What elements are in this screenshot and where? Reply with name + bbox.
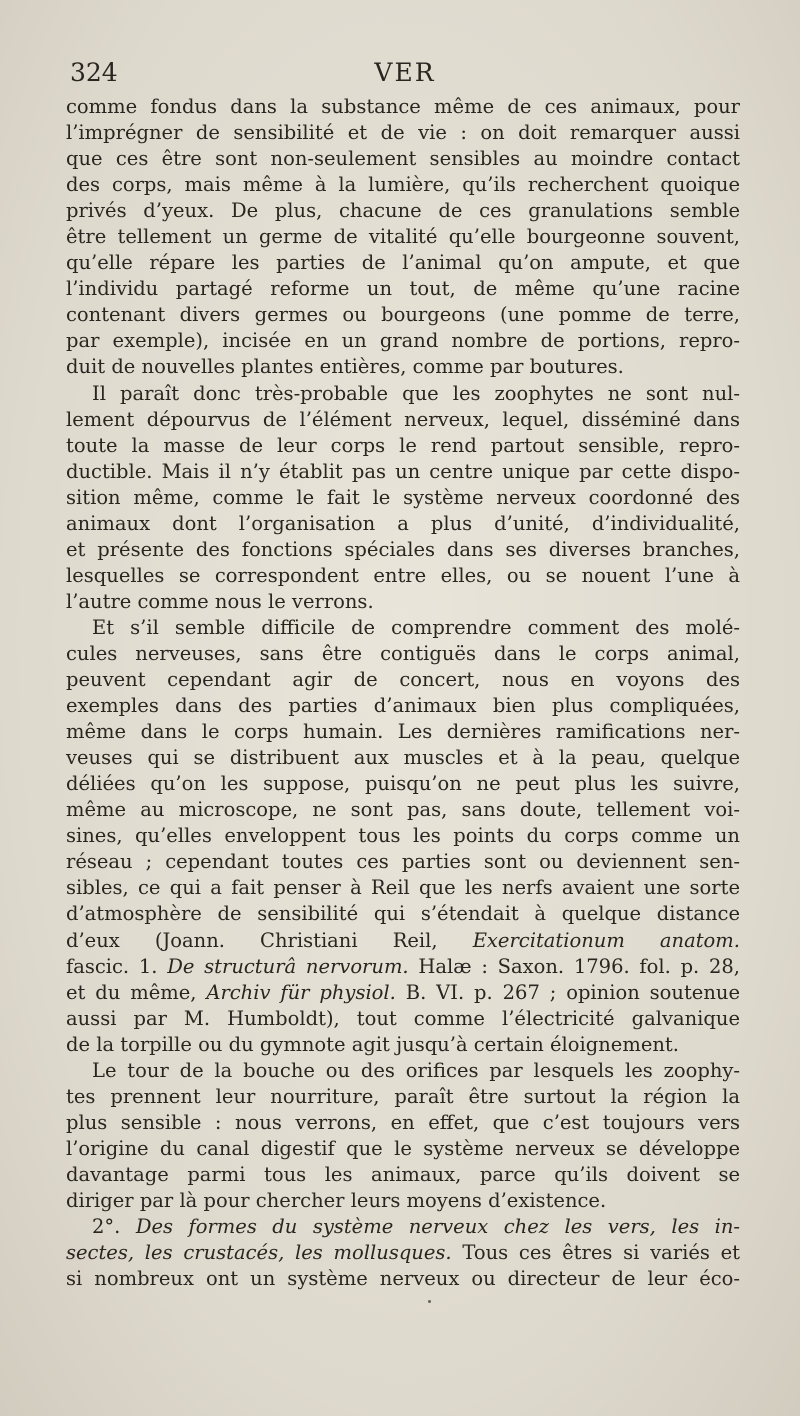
text-line: déliées qu’on les suppose, puisqu’on ne peut plus les suivre,: [66, 772, 740, 796]
text-line: même au microscope, ne sont pas, sans doute, tellement voi-: [66, 798, 740, 822]
text-line: sibles, ce qui a fait penser à Reil que les nerfs avaient une sorte: [66, 876, 740, 900]
text-run: 2°.: [92, 1215, 136, 1239]
text-line: [66, 1240, 740, 1266]
text-run: fascic. 1.: [66, 954, 168, 978]
ink-speck: [428, 1300, 431, 1303]
text-line: par exemple), incisée en un grand nombre de portions, repro-: [66, 329, 740, 353]
page-number: 324: [70, 58, 118, 87]
text-line: [66, 954, 740, 980]
italic-title: sectes, les crustacés, les mollusques.: [66, 1241, 452, 1265]
italic-title: Exercitationum anatom.: [472, 928, 740, 952]
text-line: [66, 928, 740, 954]
text-run: d’eux (Joann. Christiani Reil,: [66, 928, 473, 952]
text-line: lement dépourvus de l’élément nerveux, lequel, disséminé dans: [66, 407, 740, 431]
text-line: aussi par M. Humboldt), tout comme l’électricité galvanique: [66, 1006, 740, 1030]
text-line: privés d’yeux. De plus, chacune de ces granulations semble: [66, 199, 740, 223]
text-line: Le tour de la bouche ou des orifices par lesquels les zoophy-: [92, 1058, 740, 1082]
text-run: Halæ : Saxon. 1796. fol. p. 28,: [408, 954, 741, 978]
text-line: ductible. Mais il n’y établit pas un centre unique par cette dispo-: [66, 459, 740, 483]
running-head: VER: [374, 58, 436, 87]
text-line: Et s’il semble difficile de comprendre comment des molé-: [92, 615, 740, 639]
text-line: comme fondus dans la substance même de ces animaux, pour: [66, 95, 740, 118]
text-line: diriger par là pour chercher leurs moyens d’existence.: [66, 1188, 607, 1212]
text-line: duit de nouvelles plantes entières, comme par boutures.: [66, 355, 624, 379]
text-line: même dans le corps humain. Les dernières ramifications ner-: [66, 720, 740, 744]
text-line: des corps, mais même à la lumière, qu’ils recherchent quoique: [66, 173, 740, 197]
text-line: exemples dans des parties d’animaux bien plus compliquées,: [66, 694, 740, 718]
text-line: plus sensible : nous verrons, en effet, que c’est toujours vers: [66, 1110, 740, 1134]
italic-title: Des formes du système nerveux chez les vers, les in-: [135, 1215, 740, 1239]
text-line: l’autre comme nous le verrons.: [66, 589, 374, 613]
page-header: [70, 58, 740, 92]
text-line: animaux dont l’organisation a plus d’unité, d’individualité,: [66, 511, 740, 535]
text-line: [66, 980, 740, 1006]
text-line: réseau ; cependant toutes ces parties sont ou deviennent sen-: [66, 850, 740, 874]
text-line: que ces être sont non-seulement sensibles au moindre contact: [66, 147, 740, 171]
text-line: [66, 1214, 740, 1240]
text-line: davantage parmi tous les animaux, parce qu’ils doivent se: [66, 1162, 740, 1186]
text-run: Tous ces êtres si variés et: [451, 1241, 741, 1265]
text-line: l’origine du canal digestif que le système nerveux se développe: [66, 1136, 740, 1160]
text-line: et présente des fonctions spéciales dans ses diverses branches,: [66, 537, 740, 561]
text-line: toute la masse de leur corps le rend partout sensible, repro-: [66, 433, 740, 457]
text-line: Il paraît donc très-probable que les zoophytes ne sont nul-: [92, 381, 740, 405]
text-run: B. VI. p. 267 ; opinion soutenue: [395, 980, 740, 1004]
text-line: tes prennent leur nourriture, paraît être surtout la région la: [66, 1084, 740, 1108]
italic-title: Archiv für physiol.: [206, 980, 396, 1004]
text-line: lesquelles se correspondent entre elles, ou se nouent l’une à: [66, 563, 740, 587]
text-line: cules nerveuses, sans être contiguës dans le corps animal,: [66, 641, 740, 665]
italic-title: De structurâ nervorum.: [167, 954, 409, 978]
text-line: sines, qu’elles enveloppent tous les points du corps comme un: [66, 824, 740, 848]
text-run: et du même,: [66, 980, 207, 1004]
text-line: qu’elle répare les parties de l’animal qu’on ampute, et que: [66, 251, 740, 275]
page-body-text: [66, 94, 740, 1292]
text-line: d’atmosphère de sensibilité qui s’étendait à quelque distance: [66, 902, 740, 926]
text-line: l’individu partagé reforme un tout, de même qu’une racine: [66, 277, 740, 301]
text-line: l’imprégner de sensibilité et de vie : on doit remarquer aussi: [66, 121, 740, 145]
text-line: de la torpille ou du gymnote agit jusqu’à certain éloignement.: [66, 1032, 679, 1056]
text-line: sition même, comme le fait le système nerveux coordonné des: [66, 485, 740, 509]
text-line: veuses qui se distribuent aux muscles et à la peau, quelque: [66, 746, 740, 770]
text-line: être tellement un germe de vitalité qu’elle bourgeonne souvent,: [66, 225, 740, 249]
text-line: peuvent cependant agir de concert, nous en voyons des: [66, 668, 740, 692]
text-line: si nombreux ont un système nerveux ou directeur de leur éco-: [66, 1267, 740, 1291]
text-line: contenant divers germes ou bourgeons (une pomme de terre,: [66, 303, 740, 327]
